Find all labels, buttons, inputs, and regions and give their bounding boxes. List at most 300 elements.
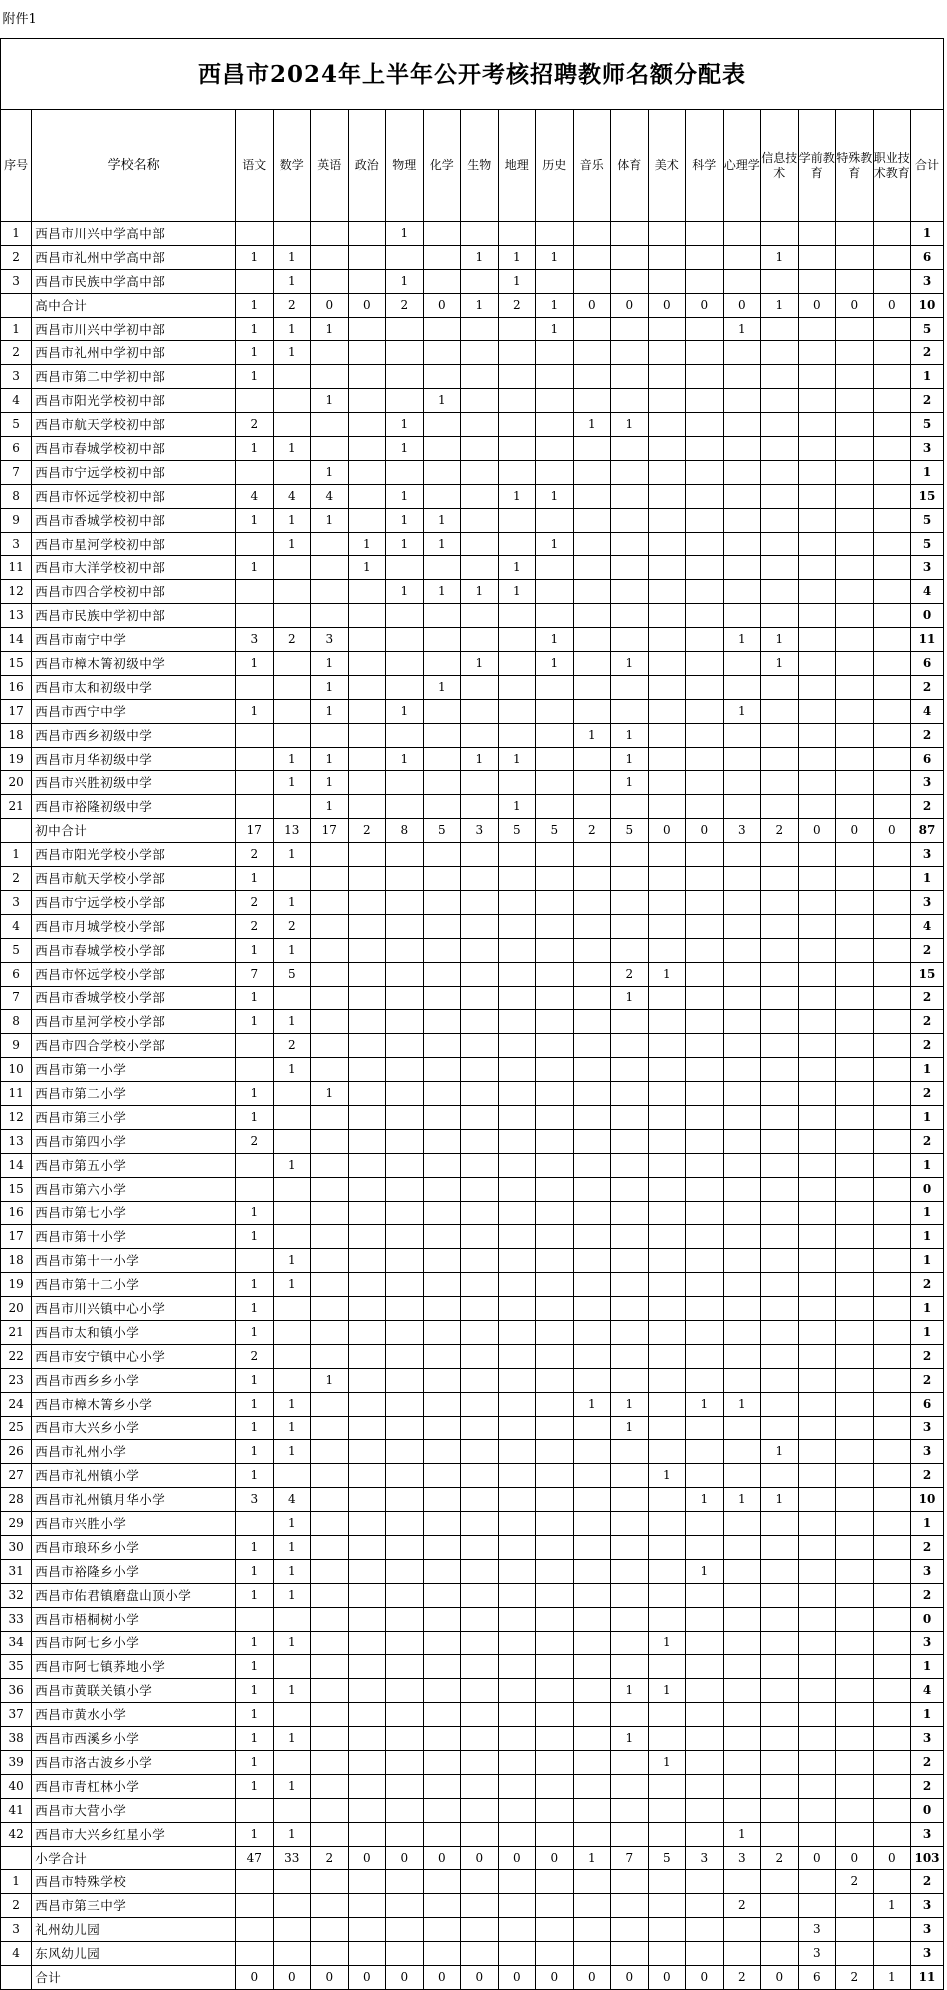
row-count-cell [836, 1440, 874, 1464]
row-count-cell: 0 [573, 293, 611, 317]
row-count-cell [461, 1583, 499, 1607]
row-count-cell [236, 1870, 274, 1894]
row-school-name: 西昌市香城学校小学部 [32, 986, 236, 1010]
row-count-cell [573, 1344, 611, 1368]
header-subject: 美术 [648, 110, 686, 222]
row-count-cell [236, 604, 274, 628]
row-school-name: 西昌市怀远学校小学部 [32, 962, 236, 986]
row-count-cell [423, 1774, 461, 1798]
row-total: 1 [911, 1249, 944, 1273]
row-count-cell [423, 1392, 461, 1416]
row-count-cell [686, 652, 724, 676]
row-count-cell [686, 1655, 724, 1679]
row-count-cell [386, 914, 424, 938]
row-count-cell [798, 938, 836, 962]
row-count-cell [873, 914, 911, 938]
row-count-cell [348, 1368, 386, 1392]
row-count-cell [761, 269, 799, 293]
row-school-name: 高中合计 [32, 293, 236, 317]
row-count-cell [611, 1034, 649, 1058]
row-total: 2 [911, 389, 944, 413]
row-count-cell [836, 1464, 874, 1488]
row-count-cell [873, 652, 911, 676]
row-count-cell [311, 843, 349, 867]
row-count-cell [873, 413, 911, 437]
row-count-cell [423, 1655, 461, 1679]
row-count-cell [236, 460, 274, 484]
row-count-cell [873, 341, 911, 365]
row-count-cell: 0 [236, 1966, 274, 1990]
row-count-cell [686, 1416, 724, 1440]
row-count-cell: 0 [386, 1846, 424, 1870]
row-count-cell [873, 1535, 911, 1559]
row-count-cell [386, 675, 424, 699]
row-count-cell [686, 675, 724, 699]
row-count-cell [873, 890, 911, 914]
header-total: 合计 [911, 110, 944, 222]
row-count-cell [723, 604, 761, 628]
row-count-cell [798, 532, 836, 556]
row-count-cell: 1 [236, 1297, 274, 1321]
row-count-cell [311, 341, 349, 365]
row-count-cell: 1 [873, 1966, 911, 1990]
row-count-cell [611, 222, 649, 246]
row-count-cell [536, 508, 574, 532]
row-count-cell [273, 1129, 311, 1153]
row-count-cell [873, 1798, 911, 1822]
row-count-cell [761, 317, 799, 341]
row-count-cell: 1 [461, 293, 499, 317]
row-count-cell [423, 1344, 461, 1368]
row-count-cell [761, 1416, 799, 1440]
row-count-cell [498, 222, 536, 246]
row-total: 10 [911, 293, 944, 317]
row-count-cell [311, 1559, 349, 1583]
row-seq: 4 [1, 1942, 32, 1966]
row-count-cell [461, 389, 499, 413]
row-count-cell [386, 1583, 424, 1607]
row-count-cell [836, 723, 874, 747]
row-count-cell [761, 1129, 799, 1153]
row-count-cell [236, 1058, 274, 1082]
row-count-cell [423, 1440, 461, 1464]
table-row [1, 508, 944, 532]
row-seq: 8 [1, 1010, 32, 1034]
row-total: 0 [911, 604, 944, 628]
row-count-cell [723, 1034, 761, 1058]
row-count-cell [348, 269, 386, 293]
row-count-cell [536, 580, 574, 604]
row-count-cell: 1 [273, 1822, 311, 1846]
row-count-cell [873, 867, 911, 891]
row-count-cell [348, 1177, 386, 1201]
row-count-cell [461, 1918, 499, 1942]
row-count-cell [611, 1225, 649, 1249]
row-count-cell [723, 484, 761, 508]
row-count-cell [461, 1058, 499, 1082]
row-count-cell [761, 460, 799, 484]
row-count-cell [836, 1368, 874, 1392]
row-count-cell [311, 365, 349, 389]
row-count-cell: 1 [573, 1392, 611, 1416]
row-count-cell [611, 1440, 649, 1464]
row-school-name: 西昌市佑君镇磨盘山顶小学 [32, 1583, 236, 1607]
row-count-cell [573, 1010, 611, 1034]
row-count-cell [798, 1703, 836, 1727]
row-count-cell [648, 1392, 686, 1416]
row-count-cell [723, 1655, 761, 1679]
row-count-cell [836, 1512, 874, 1536]
row-count-cell [798, 628, 836, 652]
row-count-cell: 2 [236, 914, 274, 938]
row-count-cell [536, 269, 574, 293]
row-count-cell: 1 [236, 341, 274, 365]
row-count-cell [536, 1440, 574, 1464]
row-count-cell [423, 222, 461, 246]
row-count-cell [648, 1249, 686, 1273]
row-count-cell [723, 341, 761, 365]
row-count-cell [723, 890, 761, 914]
row-count-cell [386, 1249, 424, 1273]
row-count-cell [686, 580, 724, 604]
row-count-cell [798, 1392, 836, 1416]
row-count-cell [573, 1153, 611, 1177]
table-row [1, 675, 944, 699]
row-count-cell [498, 1201, 536, 1225]
row-count-cell [723, 222, 761, 246]
row-count-cell [498, 1822, 536, 1846]
row-count-cell [386, 245, 424, 269]
row-count-cell [836, 532, 874, 556]
row-count-cell [761, 1798, 799, 1822]
row-count-cell [536, 867, 574, 891]
row-count-cell: 0 [348, 1966, 386, 1990]
row-school-name: 西昌市第十二小学 [32, 1273, 236, 1297]
row-count-cell [423, 1727, 461, 1751]
row-seq: 1 [1, 1870, 32, 1894]
table-row [1, 293, 944, 317]
row-count-cell [348, 1034, 386, 1058]
row-count-cell [723, 1798, 761, 1822]
row-count-cell [648, 245, 686, 269]
row-count-cell [836, 1010, 874, 1034]
row-count-cell [386, 460, 424, 484]
row-count-cell [873, 1942, 911, 1966]
row-seq: 16 [1, 675, 32, 699]
row-count-cell [761, 1774, 799, 1798]
row-count-cell [873, 317, 911, 341]
table-row [1, 1679, 944, 1703]
row-count-cell [423, 1488, 461, 1512]
row-count-cell [836, 914, 874, 938]
row-count-cell [236, 269, 274, 293]
row-count-cell [686, 1774, 724, 1798]
row-count-cell [761, 1559, 799, 1583]
row-count-cell [573, 1631, 611, 1655]
row-count-cell: 0 [798, 819, 836, 843]
row-count-cell [311, 1894, 349, 1918]
row-count-cell [423, 890, 461, 914]
row-count-cell [723, 771, 761, 795]
row-seq: 4 [1, 914, 32, 938]
row-count-cell [311, 1249, 349, 1273]
row-count-cell [686, 317, 724, 341]
row-count-cell [461, 1512, 499, 1536]
row-count-cell [873, 1655, 911, 1679]
row-seq [1, 1966, 32, 1990]
row-total: 5 [911, 413, 944, 437]
row-count-cell [798, 1870, 836, 1894]
row-count-cell [311, 914, 349, 938]
row-count-cell [536, 437, 574, 461]
row-count-cell [423, 867, 461, 891]
row-count-cell: 3 [236, 628, 274, 652]
row-count-cell [536, 1416, 574, 1440]
row-count-cell [836, 269, 874, 293]
row-seq: 30 [1, 1535, 32, 1559]
row-count-cell [461, 1679, 499, 1703]
row-school-name: 西昌市大营小学 [32, 1798, 236, 1822]
row-count-cell [423, 771, 461, 795]
row-count-cell [498, 699, 536, 723]
row-count-cell: 0 [873, 293, 911, 317]
row-count-cell [611, 1512, 649, 1536]
row-count-cell [836, 580, 874, 604]
row-count-cell [723, 1320, 761, 1344]
row-school-name: 西昌市黄水小学 [32, 1703, 236, 1727]
row-count-cell [573, 938, 611, 962]
row-count-cell [573, 628, 611, 652]
row-total: 2 [911, 1368, 944, 1392]
row-count-cell [311, 1225, 349, 1249]
row-count-cell: 1 [423, 389, 461, 413]
table-row [1, 1440, 944, 1464]
row-count-cell [686, 1464, 724, 1488]
row-total: 2 [911, 675, 944, 699]
row-count-cell [648, 914, 686, 938]
row-count-cell [611, 437, 649, 461]
row-count-cell [311, 1870, 349, 1894]
row-count-cell: 4 [236, 484, 274, 508]
row-count-cell: 1 [461, 652, 499, 676]
row-count-cell [423, 1942, 461, 1966]
row-count-cell [648, 1034, 686, 1058]
row-count-cell [423, 1129, 461, 1153]
row-count-cell: 0 [611, 293, 649, 317]
row-count-cell [648, 1535, 686, 1559]
row-count-cell [498, 1727, 536, 1751]
row-count-cell [723, 1368, 761, 1392]
row-count-cell: 1 [311, 771, 349, 795]
row-count-cell [798, 437, 836, 461]
row-count-cell [536, 1703, 574, 1727]
row-count-cell [798, 1607, 836, 1631]
row-count-cell: 1 [611, 1392, 649, 1416]
row-count-cell [273, 795, 311, 819]
row-count-cell [723, 962, 761, 986]
row-count-cell [423, 1559, 461, 1583]
row-count-cell [686, 532, 724, 556]
row-count-cell [573, 508, 611, 532]
row-count-cell: 1 [611, 1727, 649, 1751]
row-count-cell: 0 [836, 1846, 874, 1870]
row-total: 5 [911, 317, 944, 341]
row-count-cell [536, 723, 574, 747]
row-count-cell [498, 1703, 536, 1727]
row-count-cell [573, 484, 611, 508]
row-count-cell [498, 675, 536, 699]
row-count-cell [648, 1153, 686, 1177]
row-count-cell [348, 460, 386, 484]
row-count-cell: 1 [498, 269, 536, 293]
row-count-cell [536, 365, 574, 389]
row-count-cell [386, 1822, 424, 1846]
row-count-cell [423, 1918, 461, 1942]
row-total: 4 [911, 1679, 944, 1703]
row-count-cell [648, 1320, 686, 1344]
row-seq: 13 [1, 604, 32, 628]
row-count-cell [423, 843, 461, 867]
row-count-cell [686, 1034, 724, 1058]
row-count-cell [686, 1607, 724, 1631]
row-count-cell [461, 269, 499, 293]
row-count-cell [536, 1344, 574, 1368]
row-count-cell: 3 [723, 1846, 761, 1870]
row-count-cell [573, 890, 611, 914]
row-count-cell [311, 723, 349, 747]
row-count-cell [423, 1679, 461, 1703]
row-count-cell [498, 1894, 536, 1918]
row-count-cell [311, 1918, 349, 1942]
row-count-cell [648, 1942, 686, 1966]
row-count-cell [873, 604, 911, 628]
row-count-cell [873, 938, 911, 962]
row-count-cell [498, 1535, 536, 1559]
row-count-cell: 1 [761, 652, 799, 676]
row-count-cell [311, 245, 349, 269]
row-count-cell: 1 [236, 1751, 274, 1775]
row-count-cell [836, 341, 874, 365]
row-total: 1 [911, 222, 944, 246]
row-count-cell [498, 1918, 536, 1942]
row-count-cell [611, 484, 649, 508]
row-count-cell [761, 365, 799, 389]
row-count-cell [611, 1058, 649, 1082]
row-count-cell [311, 532, 349, 556]
row-count-cell [386, 556, 424, 580]
row-count-cell [311, 962, 349, 986]
row-count-cell [648, 1105, 686, 1129]
table-row [1, 1774, 944, 1798]
row-count-cell: 1 [498, 245, 536, 269]
row-count-cell [686, 1512, 724, 1536]
row-count-cell: 1 [236, 1082, 274, 1106]
row-count-cell: 0 [536, 1966, 574, 1990]
row-total: 1 [911, 1703, 944, 1727]
row-count-cell [461, 437, 499, 461]
row-seq: 9 [1, 1034, 32, 1058]
row-count-cell [386, 1512, 424, 1536]
row-total: 1 [911, 1512, 944, 1536]
row-count-cell [311, 1822, 349, 1846]
row-count-cell [798, 1727, 836, 1751]
row-school-name: 西昌市月城学校小学部 [32, 914, 236, 938]
table-row [1, 460, 944, 484]
row-count-cell: 1 [536, 484, 574, 508]
row-count-cell [648, 1512, 686, 1536]
row-count-cell [461, 1488, 499, 1512]
row-count-cell [798, 1440, 836, 1464]
row-count-cell [573, 580, 611, 604]
row-count-cell [686, 1320, 724, 1344]
row-count-cell [273, 1297, 311, 1321]
row-count-cell [723, 1535, 761, 1559]
row-count-cell: 1 [648, 1464, 686, 1488]
row-count-cell [723, 1607, 761, 1631]
row-count-cell [686, 1058, 724, 1082]
row-school-name: 西昌市怀远学校初中部 [32, 484, 236, 508]
row-count-cell [611, 389, 649, 413]
row-seq: 19 [1, 1273, 32, 1297]
row-count-cell [686, 413, 724, 437]
row-count-cell [611, 1822, 649, 1846]
row-count-cell: 0 [461, 1846, 499, 1870]
row-count-cell [386, 723, 424, 747]
row-count-cell [648, 1297, 686, 1321]
row-count-cell [461, 1153, 499, 1177]
table-row [1, 269, 944, 293]
row-count-cell [836, 1559, 874, 1583]
row-count-cell [723, 245, 761, 269]
row-count-cell [348, 1942, 386, 1966]
row-count-cell [386, 604, 424, 628]
row-count-cell [836, 508, 874, 532]
row-total: 3 [911, 1727, 944, 1751]
row-count-cell [723, 1942, 761, 1966]
row-count-cell [348, 1727, 386, 1751]
row-count-cell [798, 389, 836, 413]
row-count-cell [798, 699, 836, 723]
row-count-cell [723, 1082, 761, 1106]
row-count-cell [348, 1679, 386, 1703]
row-count-cell [348, 1822, 386, 1846]
row-count-cell [573, 1798, 611, 1822]
row-count-cell [723, 652, 761, 676]
row-count-cell [873, 986, 911, 1010]
row-count-cell [423, 699, 461, 723]
table-row [1, 843, 944, 867]
row-count-cell [573, 1703, 611, 1727]
row-count-cell [836, 1822, 874, 1846]
row-total: 1 [911, 1105, 944, 1129]
row-count-cell: 1 [611, 1416, 649, 1440]
row-school-name: 西昌市民族中学高中部 [32, 269, 236, 293]
row-count-cell: 1 [273, 1440, 311, 1464]
row-total: 2 [911, 1774, 944, 1798]
row-count-cell [536, 1129, 574, 1153]
row-count-cell: 1 [236, 1655, 274, 1679]
table-row [1, 795, 944, 819]
row-count-cell: 1 [273, 1249, 311, 1273]
row-count-cell [498, 365, 536, 389]
row-count-cell: 1 [236, 1727, 274, 1751]
row-count-cell [461, 556, 499, 580]
row-count-cell: 1 [611, 986, 649, 1010]
row-count-cell [798, 843, 836, 867]
row-count-cell [686, 1870, 724, 1894]
row-count-cell [798, 1798, 836, 1822]
row-count-cell [498, 867, 536, 891]
